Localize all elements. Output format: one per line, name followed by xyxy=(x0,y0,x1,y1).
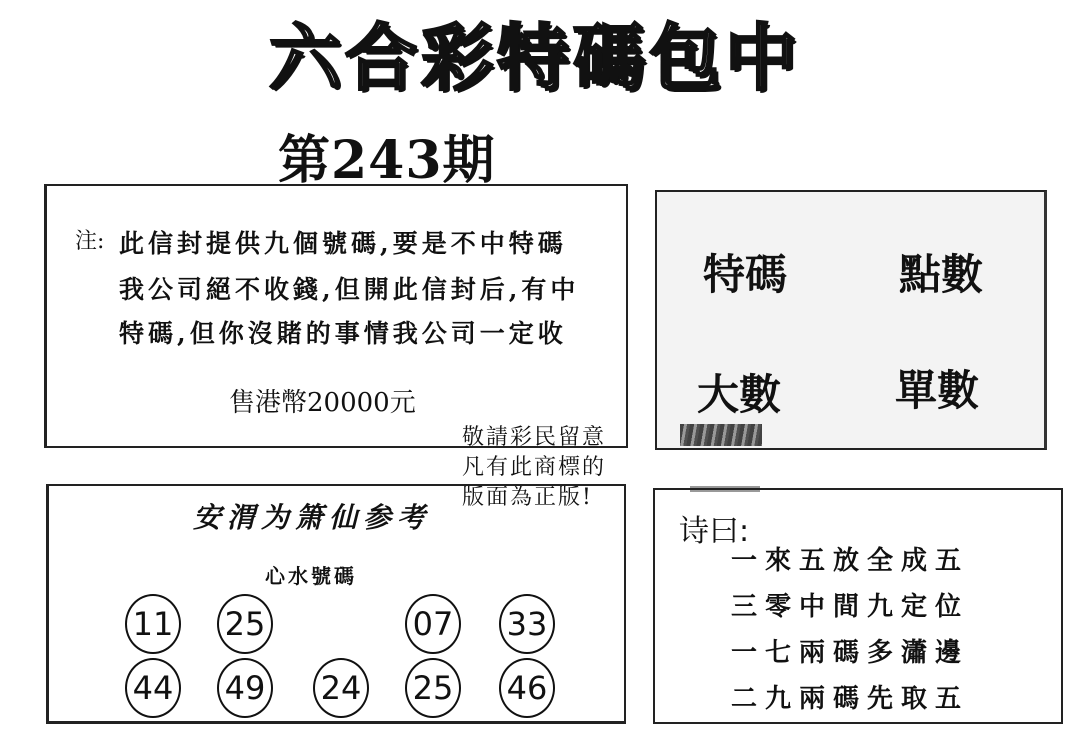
poem-box xyxy=(653,488,1063,724)
notice-line: 凡有此商標的 xyxy=(462,455,607,480)
number-ball: 24 xyxy=(313,658,369,718)
poem-line: 一來五放全成五 xyxy=(731,546,970,576)
note-prefix: 注: xyxy=(75,229,105,254)
trademark-smudge xyxy=(680,424,762,446)
note-box xyxy=(44,184,628,448)
poem-line: 二九兩碼先取五 xyxy=(731,684,970,714)
notice-line: 版面為正版! xyxy=(462,485,593,510)
note-line: 此信封提供九個號碼,要是不中特碼 xyxy=(119,229,567,258)
attribute-label: 單數 xyxy=(895,366,980,415)
slogan-text: 安渭为箫仙参考 xyxy=(193,501,432,534)
attribute-label: 點數 xyxy=(899,250,984,299)
number-ball: 07 xyxy=(405,594,461,654)
number-ball: 46 xyxy=(499,658,555,718)
note-line: 我公司絕不收錢,但開此信封后,有中 xyxy=(119,275,580,304)
poem-line: 一七兩碼多瀟邊 xyxy=(731,638,970,668)
number-ball: 44 xyxy=(125,658,181,718)
note-line: 特碼,但你沒賭的事情我公司一定收 xyxy=(119,319,567,348)
number-ball: 25 xyxy=(217,594,273,654)
attribute-label: 特碼 xyxy=(703,250,788,299)
poem-line: 三零中間九定位 xyxy=(731,592,970,622)
picks-label: 心水號碼 xyxy=(265,564,357,588)
number-ball: 25 xyxy=(405,658,461,718)
attribute-box xyxy=(655,190,1047,450)
notice-line: 敬請彩民留意 xyxy=(462,425,607,450)
issue-number: 第243期 xyxy=(278,130,496,191)
numbers-box xyxy=(46,484,626,724)
price-text: 售港幣20000元 xyxy=(229,388,416,418)
number-ball: 49 xyxy=(217,658,273,718)
poem-label: 诗曰: xyxy=(679,514,750,549)
attribute-label: 大數 xyxy=(697,370,782,419)
number-ball: 11 xyxy=(125,594,181,654)
number-ball: 33 xyxy=(499,594,555,654)
page-title: 六合彩特碼包中 xyxy=(268,16,801,100)
